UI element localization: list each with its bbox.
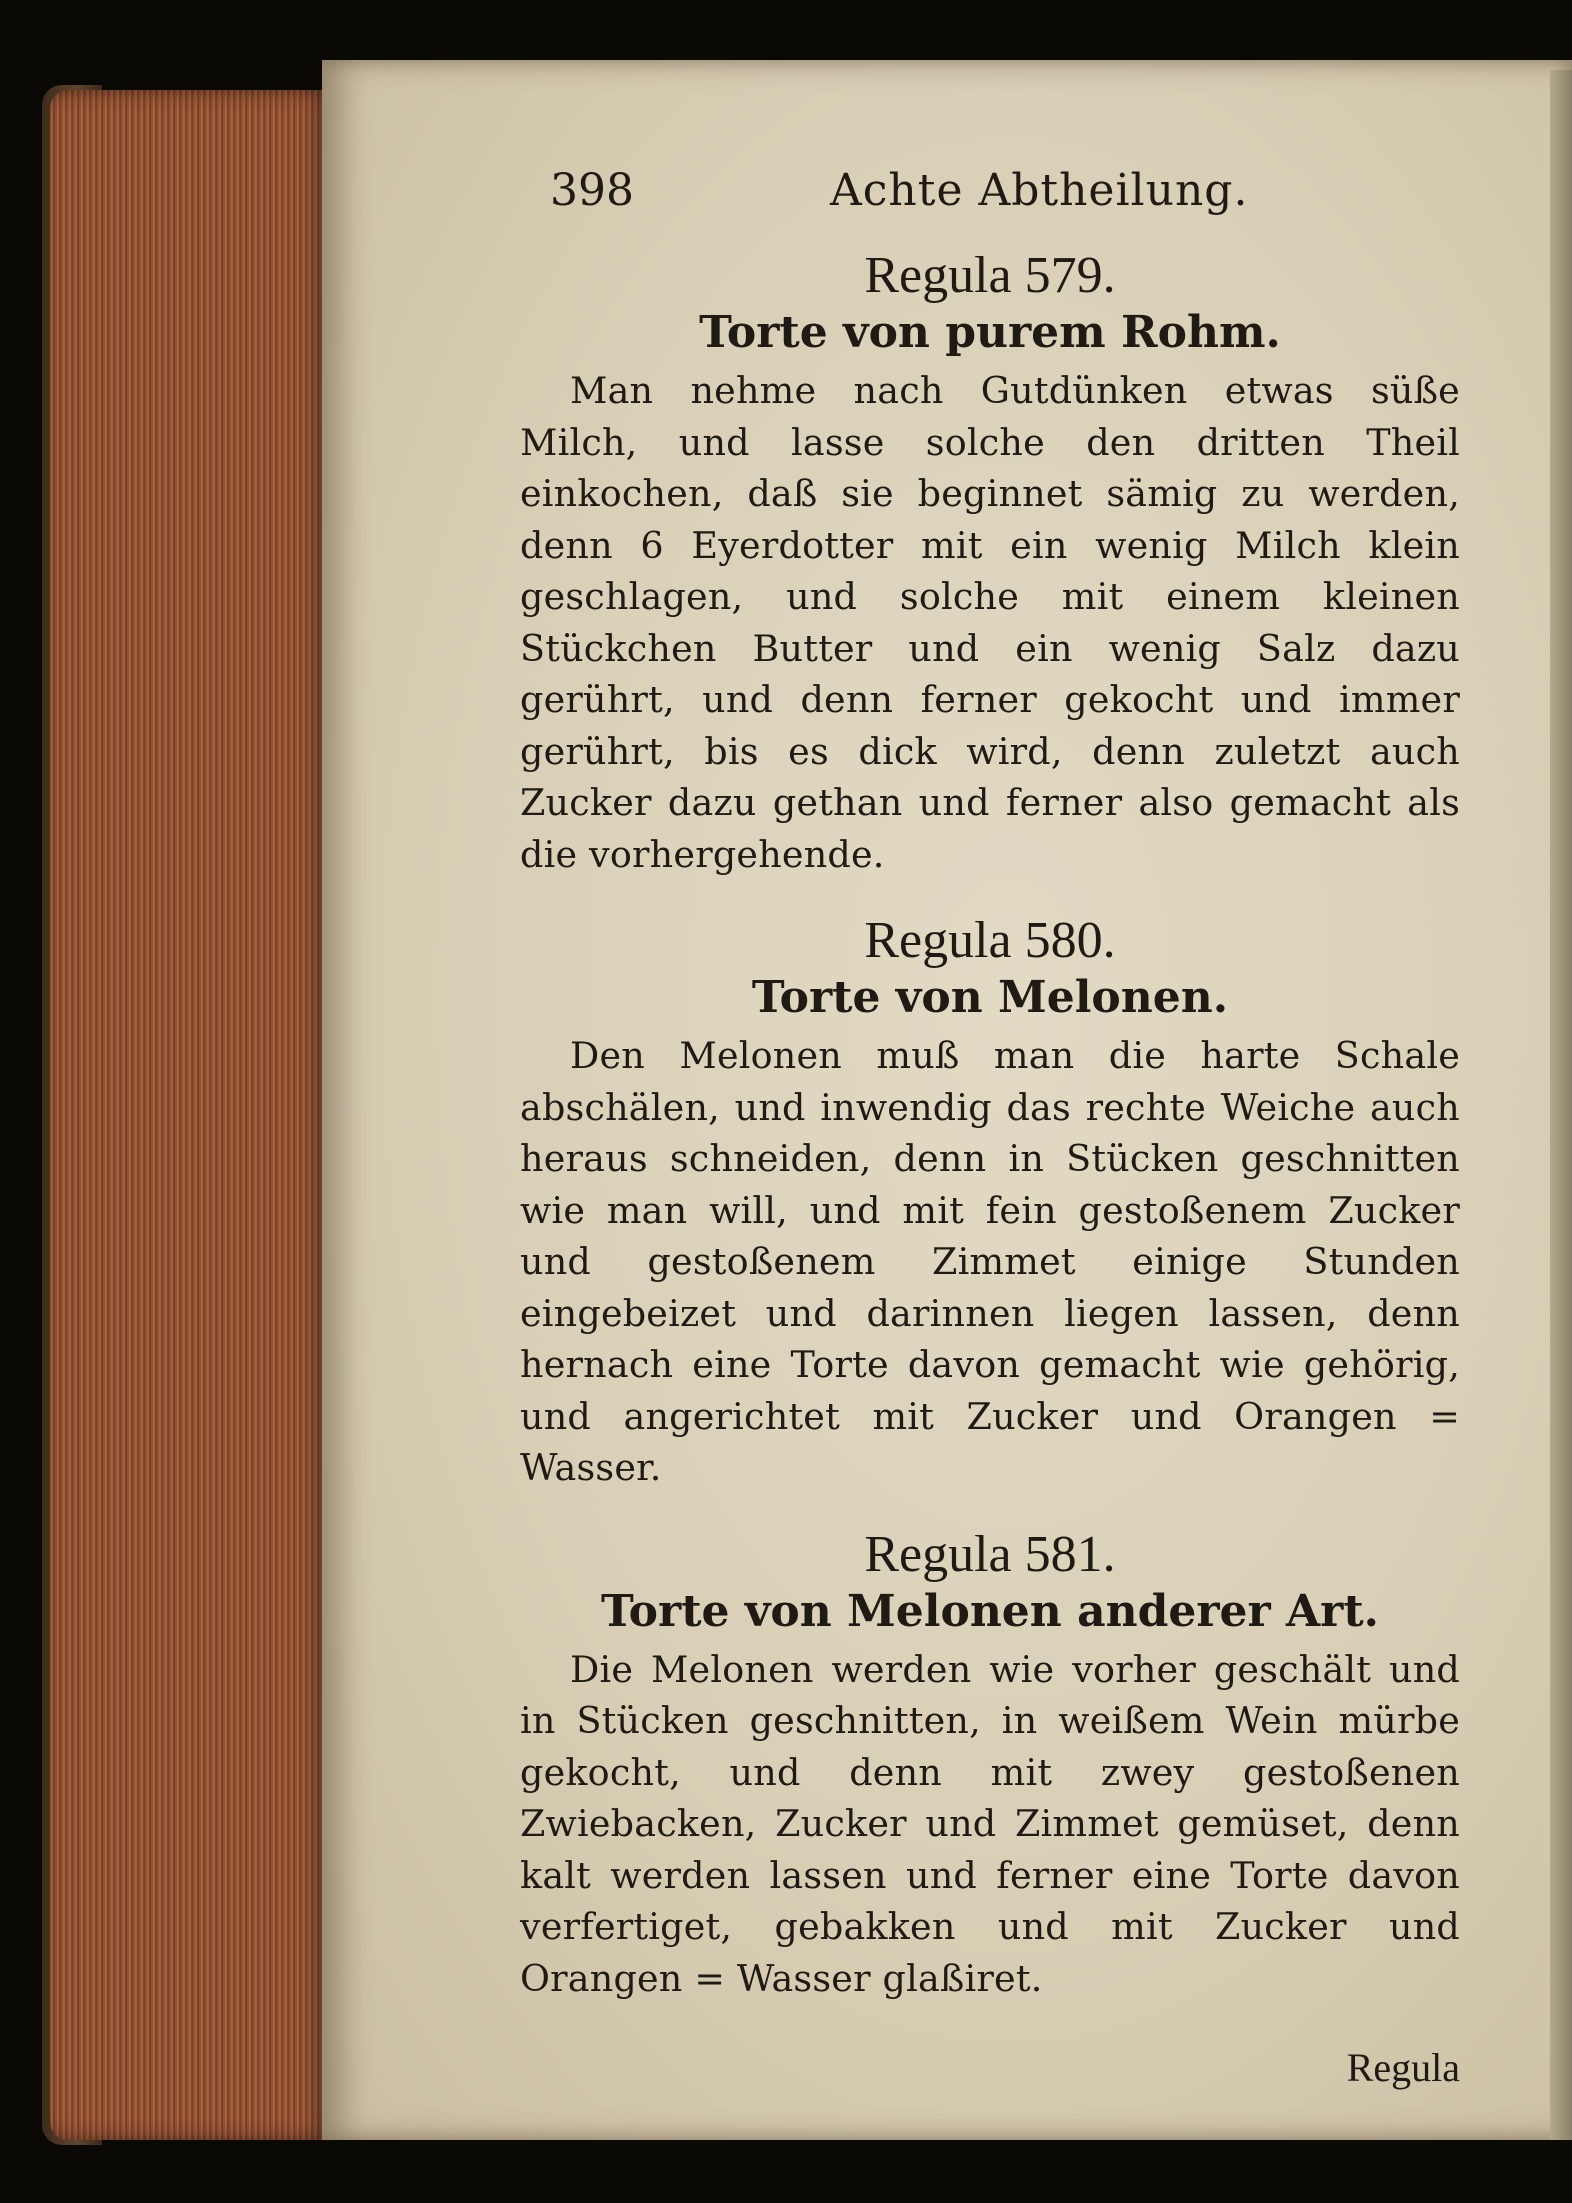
page-text <box>520 165 1460 2091</box>
recipe-title: Torte von Melonen anderer Art. <box>600 1585 1380 1637</box>
page-edges <box>50 90 330 2140</box>
recipe-581 <box>520 1524 1460 2005</box>
rule-heading: Regula 581. <box>864 1525 1116 1583</box>
recipe-text: Man nehme nach Gutdünken etwas süße Milch, und lasse solche den dritten Theil einkochen, daß sie beginnet sämig zu werden, denn 6 Eyerdotter mit ein wenig Milch klein geschlagen, und solche mit einem kleinen Stückchen Butter und ein wenig Salz dazu gerührt, und denn ferner gekocht und immer gerührt, bis es dick wird, denn zuletzt auch Zucker dazu gethan und ferner also gemacht als die vorhergehende. <box>520 369 1460 876</box>
recipe-text: Den Melonen muß man die harte Schale abschälen, und inwendig das rechte Weiche auch heraus schneiden, denn in Stücken geschnitten wie man will, und mit fein gestoßenem Zucker und gestoßenem Zimmet einige Stunden eingebeizet und darinnen liegen lassen, denn hernach eine Torte davon gemacht wie gehörig, und angerichtet mit Zucker und Orangen = Wasser. <box>520 1034 1460 1489</box>
recipe-580 <box>520 910 1460 1494</box>
rule-heading: Regula 580. <box>864 912 1116 969</box>
running-title: Achte Abtheilung. <box>830 165 1249 216</box>
recipe-579 <box>520 245 1460 880</box>
running-head <box>520 165 1460 235</box>
page-edge-right <box>1550 70 1572 2140</box>
recipe-title: Torte von Melonen. <box>751 972 1229 1023</box>
recipe-text: Die Melonen werden wie vorher geschält und in Stücken geschnitten, in weißem Wein mürbe gekocht, und denn mit zwey gestoßenen Zwiebacken, Zucker und Zimmet gemüset, denn kalt werden lassen und ferner eine Torte davon verfertiget, gebakken und mit Zucker und Orangen = Wasser glaßiret. <box>520 1647 1460 2000</box>
rule-heading: Regula 579. <box>864 247 1116 304</box>
page-number: 398 <box>550 165 634 216</box>
catchword: Regula <box>1346 2045 1460 2090</box>
recipe-title: Torte von purem Rohm. <box>699 307 1281 358</box>
